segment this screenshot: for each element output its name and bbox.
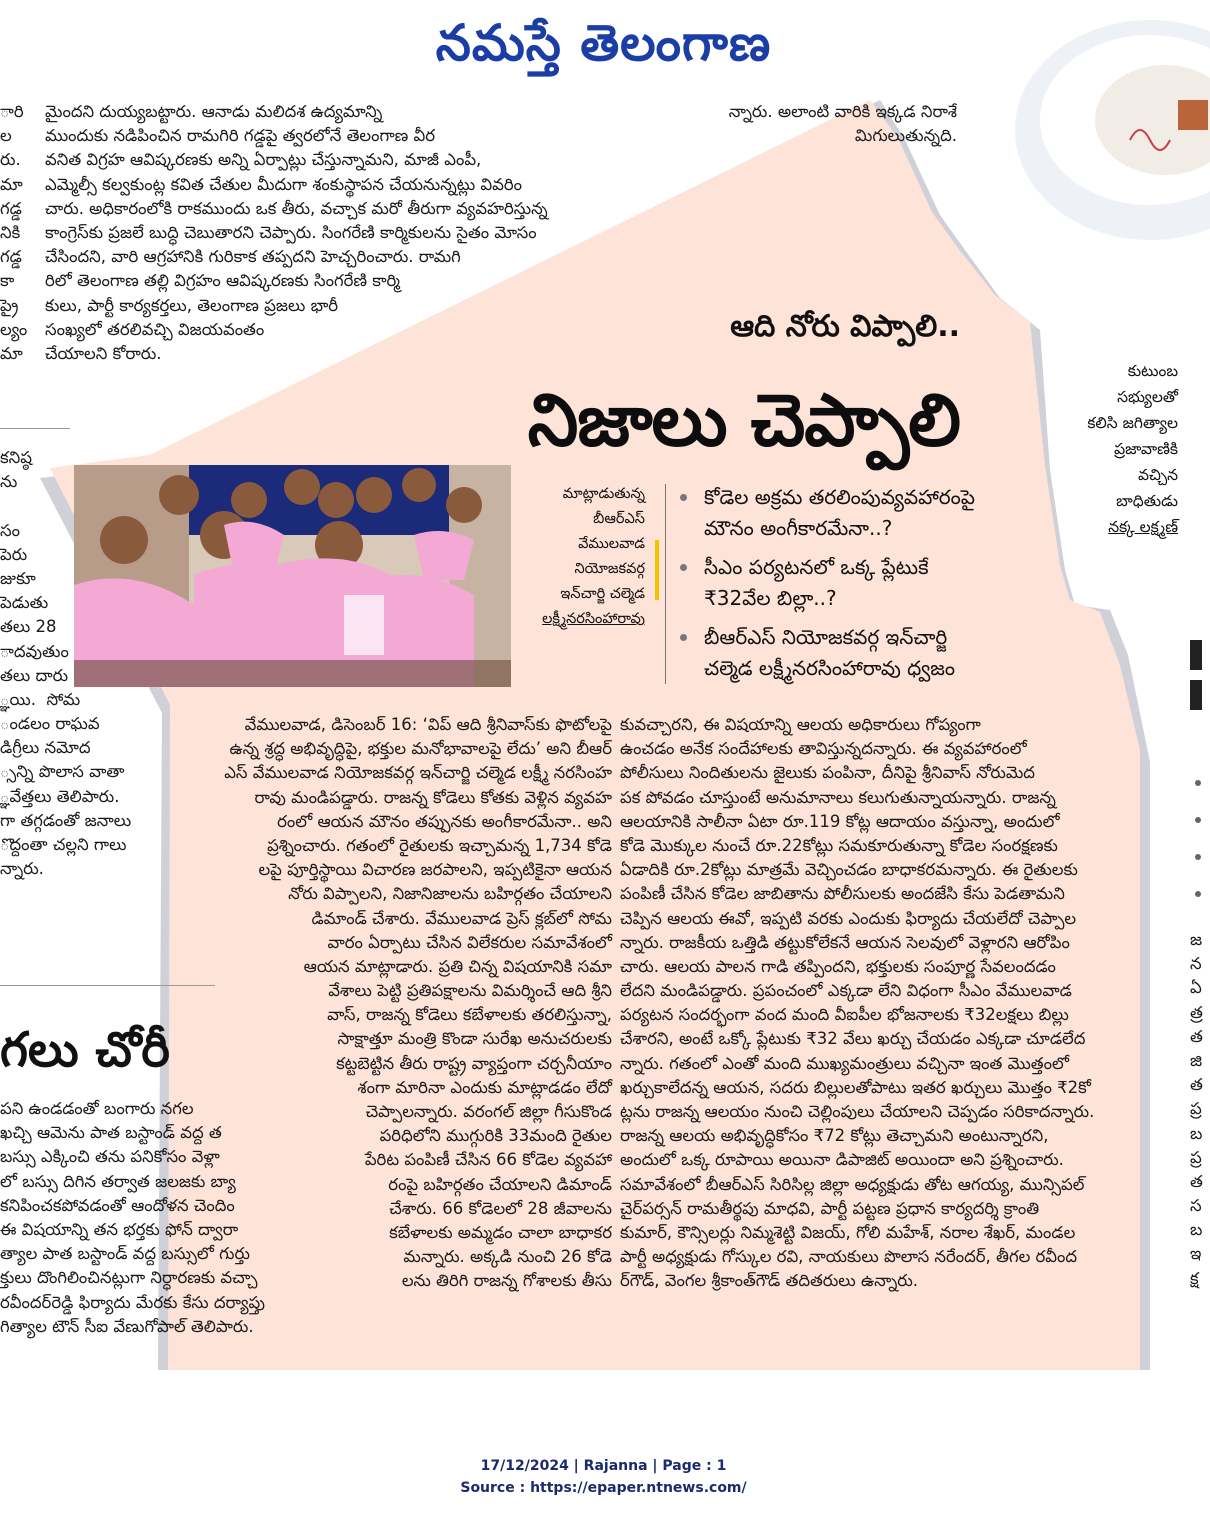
right-edge-bullets [1195,780,1207,928]
text-line: త [1190,1026,1203,1046]
text-line: ్ఞయి. సోమ [0,689,81,709]
text-line: కువచ్చారని, ఈ విషయాన్ని ఆలయ అధికారులు గోప్యంగా [620,715,981,734]
text-line: త్యాల పాత బస్టాండ్ వద్ద బస్సులో గుర్తు [0,1244,250,1264]
text-line: గా తగ్గడంతో జనాలు [0,810,132,830]
text-line: కబేళాలకు అమ్మడం చాలా బాధాకర [389,1222,612,1242]
text-line: వేశాలు పెట్టి ప్రతిపక్షాలను విమర్శించే ఆది శ్రీని [328,981,612,1001]
text-line: ఏ [1190,978,1202,998]
caption-line: వేములవాడ [578,536,645,552]
text-line: చెప్పిన ఆలయ ఈవో, ఇప్పటి వరకు ఎందుకు ఫిర్యాదు చేయలేదో చెప్పాల [620,908,1077,928]
text-line: డిమాండ్ చేశారు. వేములవాడ ప్రెస్ క్లబ్‌లో సోమ [311,908,612,928]
text-line: శంగా మారినా ఎందుకు మాట్లాడడం లేదో [357,1077,612,1097]
text-line: పార్టీ అధ్యక్షుడు గోస్కుల రవి, నాయకులు పొలాస నరేందర్, తీగల రవీంద [620,1247,1078,1267]
feature-bullets [676,482,1036,692]
text-line: క్ష [1190,1268,1199,1288]
text-line: డిగ్రీలు నమోద [0,738,91,758]
text-line: బ [1190,1220,1203,1240]
text-line: ను [0,472,18,492]
caption-line: కలిసి జగిత్యాల [1087,414,1178,432]
text-line: పెడుతు [0,593,49,613]
text-line: ొద్దంతా చల్లని గాలు [0,835,127,854]
photo-caption [515,482,645,632]
text-line: సంఖ్యలో తరలివచ్చి విజయవంతం [45,319,265,339]
caption-accent-bar [655,540,659,600]
caption-line: బీఆర్‌ఎస్ [593,511,645,527]
text-line: ముందుకు నడిపించిన రామగిరి గడ్డపై త్వరలోనే తెలంగాణ వీర [45,126,436,146]
text-line: ప్రై [0,295,19,315]
text-line: లో బస్సు దిగిన తర్వాత జలజకు బ్యా [0,1171,236,1191]
text-line: న్నారు. రాజకీయ ఒత్తిడి తట్టుకోలేకనే ఆయన సెలవులో వెళ్లారని ఆరోపిం [620,932,1070,952]
caption-line: ఇన్‌చార్జి చల్మెడ [560,586,645,602]
bullet-dot-icon [680,634,687,641]
text-line: ఖర్చుకాలేదన్న ఆయన, సదరు బిల్లులతోపాటు ఇతర ఖర్చులు మొత్తం ₹2కో [620,1077,1091,1097]
side-photo-caption [1078,358,1178,540]
text-line: పోలీసులు నిందితులను జైలుకు పంపినా, దీనిపై శ్రీనివాస్ నోరుమెద [620,763,1035,783]
caption-line: నియోజకవర్గ [574,561,645,577]
text-line: చేశారు. 66 కోడెలలో 28 జీవాలను [389,1198,612,1218]
text-line: చెప్పాలన్నారు. వరంగల్ జిల్లా గీసుకొండ [365,1102,612,1121]
caption-line: నక్క లక్ష్మణ్ [1108,518,1178,536]
feature-body-column-1 [160,713,612,1294]
text-line: పర్యటన సందర్భంగా వంద మంది వీఐపీల భోజనాలకు ₹32లక్షలు బిల్లు [620,1005,1069,1025]
text-line: చేయాలని కోరారు. [45,343,162,363]
bullet-line: సీఎం పర్యటనలో ఒక్క ప్లేటుకే [704,555,929,579]
text-line: కోడె మొక్కుల నుంచే రూ.22కోట్లు సమకూరుతున్నా కోడెల సంరక్షణకు [620,835,1058,855]
text-line: ల [0,126,12,146]
text-line: చేసిందని, వారి ఆగ్రహానికి గురికాక తప్పదని హెచ్చరించారు. రామగి [45,247,461,267]
text-line: త [1190,1171,1203,1191]
feature-headline[interactable]: నిజాలు చెప్పాలి [527,378,960,462]
text-line: కట్టబెట్టిన తీరు రాష్ట్ర వ్యాప్తంగా చర్చనీయాం [336,1053,612,1073]
text-line: ప్ర [1190,1147,1202,1167]
text-line: గిత్యాల టౌన్ సీఐ వేణుగోపాల్ తెలిపారు. [0,1316,254,1336]
text-line: నికి [0,222,21,242]
chori-headline: గలు చోరీ [0,1022,170,1078]
text-line: కులు, పార్టీ కార్యకర్తలు, తెలంగాణ ప్రజలు భారీ [45,295,339,315]
text-line: న్నారు. [0,859,44,879]
text-line: గడ్డ [0,198,22,218]
text-line: జ [1190,930,1203,949]
text-line: ల్యం [0,319,28,339]
text-line: జి [1190,1050,1203,1070]
text-line: ండలం రాఘవ [0,714,100,734]
page-footer [0,1455,1207,1499]
bullet-dot-icon [680,494,687,501]
text-line [0,494,80,518]
text-line: పెరు [0,544,28,564]
text-line: ట్లను రాజన్న ఆలయం నుంచి చెల్లింపులు చేయాలని చెప్పడం సరికాదన్నారు. [620,1102,1095,1121]
text-line: స [1190,1196,1202,1216]
caption-line: కుటుంబ [1127,362,1178,380]
left-edge-column-middle [0,446,132,881]
text-line: మా [0,174,23,194]
column-divider [0,428,70,429]
left-edge-column-top [0,100,28,366]
right-edge-headline-fragment [1190,630,1207,720]
text-line: కుమార్, కౌన్సిలర్లు నిమ్మశెట్టి విజయ్, గోలి మహేశ్, నరాల శేఖర్, మండల [620,1222,1076,1242]
text-line: ఆలయానికి సాలీనా ఏటా రూ.119 కోట్ల ఆదాయం వస్తున్నా, అందులో [620,811,1060,831]
caption-line: ప్రజావాణికి [1114,440,1178,458]
text-line: సం [0,520,20,540]
text-line: పరిధిలోని ముగ్గురికి 33మంది రైతుల [379,1126,612,1146]
text-line: న [1190,954,1202,974]
text-line: ప్రశ్నించారు. గతంలో రైతులకు ఇచ్చామన్న 1,734 కోడె [267,835,612,855]
text-line: ఎమ్మెల్సీ కల్వకుంట్ల కవిత చేతుల మీదుగా శంకుస్థాపన చేయనున్నట్లు వివరిం [45,174,523,194]
text-line: ్ఞవేత్తలు తెలిపారు. [0,786,120,806]
text-line: రంలో ఆయన మౌనం తప్పునకు అంగీకారమేనా.. అని [277,811,612,831]
text-line: పని ఉండడంతో బంగారు నగల [0,1099,194,1118]
top-right-story-text [697,100,957,148]
text-line: కనిపించకపోవడంతో ఆందోళన చెందిం [0,1195,235,1215]
text-line: ారి [0,102,24,121]
text-line: నోరు విప్పాలని, నిజానిజాలను బహిర్గతం చేయాలని [288,884,612,904]
text-line: ఏడాదికి రూ.2కోట్లు మాత్రమే వెచ్చించడం బాధాకరమన్నారు. ఈ రైతులకు [620,860,1078,880]
text-line: న్నారు. అలాంటి వారికి ఇక్కడ నిరాశే [728,102,957,121]
text-line: ాదవుతుం [0,641,69,661]
text-line: ఆయన మాట్లాడారు. ప్రతి చిన్న విషయానికి సమా [303,956,612,976]
text-line: బస్సు ఎక్కించి తను పనికోసం వెళ్లా [0,1147,220,1167]
text-line: వారం ఏర్పాటు చేసిన విలేకరుల సమావేశంలో [327,932,612,952]
bullet-line: ₹32వేల బిల్లా..? [704,586,837,610]
text-line: రావు మండిపడ్డారు. రాజన్న కోడెలు కోతకు వెళ్లిన వ్యవహ [254,787,612,807]
text-line: కాంగ్రెస్‌కు ప్రజలే బుద్ధి చెబుతారని చెప్పారు. సింగరేణి కార్మికులను సైతం మోసం [45,222,537,242]
text-line: తలు 28 [0,617,57,637]
text-line: మా [0,343,23,363]
text-line: ఎస్ వేములవాడ నియోజకవర్గ ఇన్‌చార్జి చల్మెడ లక్ష్మీ నరసింహ [224,763,612,783]
text-line: బ [1190,1123,1203,1143]
feature-body-column-2 [620,713,1140,1294]
caption-line: మాట్లాడుతున్న [562,486,645,502]
bullet-line: కోడెల అక్రమ తరలింపువ్యవహారంపై [704,485,976,509]
text-line: పక పోవడం చూస్తుంటే అనుమానాలు కలుగుతున్నాయన్నారు. రాజన్న [620,787,1056,807]
text-line: లను తిరిగి రాజన్న గోశాలకు తీసు [401,1271,612,1291]
text-line: ప్ర [1190,1099,1202,1119]
plate-photo [1010,100,1210,220]
text-line: సాక్షాత్తూ మంత్రి కొండా సురేఖ అనుచరులకు [337,1029,612,1049]
text-line: ఖచ్చి ఆమెను పాత బస్టాండ్ వద్ద త [0,1123,222,1143]
text-line: పేరిట పంపిణీ చేసిన 66 కోడెల వ్యవహా [364,1150,612,1170]
text-line: వాస్, రాజన్న కోడెలు కబేళాలకు తరలిస్తున్నా, [327,1005,612,1025]
text-line: చారు. ఆలయ పాలన గాడి తప్పిందని, భక్తులకు సంపూర్ణ సేవలందడం [620,956,1056,976]
bullet-item [676,482,1036,544]
text-line: ఇ [1190,1244,1202,1264]
text-line: మైందని దుయ్యబట్టారు. ఆనాడు మలిదశ ఉద్యమాన్ని [45,102,383,121]
footer-source-link[interactable]: Source : https://epaper.ntnews.com/ [460,1480,747,1496]
text-line: పంపిణీ చేసిన కోడెల జాబితాను పోలీసులకు అందజేసి కేసు పెడతామని [620,884,1065,904]
caption-line: లక్ష్మీనరసింహారావు [542,611,645,627]
text-line: ్సన్ని పొలాస వాతా [0,762,125,782]
caption-rule [665,484,666,684]
text-line: ఈ విషయాన్ని తన భర్తకు ఫోన్ ద్వారా [0,1219,239,1239]
text-line: కా [0,271,15,291]
text-line: లపై పూర్తిస్థాయి విచారణ జరపాలని, ఇప్పటికైనా ఆయన [258,860,612,880]
caption-line: బాధితుడు [1116,492,1178,510]
footer-date-page: 17/12/2024 | Rajanna | Page : 1 [480,1458,727,1474]
text-line: సమావేశంలో బీఆర్‌ఎస్ సిరిసిల్ల జిల్లా అధ్యక్షుడు తోట ఆగయ్య, మున్సిపల్ [620,1174,1085,1194]
press-meet-photo [74,465,511,687]
text-line: రాజన్న ఆలయ అభివృద్ధికోసం ₹72 కోట్లు తెచ్చామని అంటున్నారని, [620,1126,1049,1146]
text-line: తలు దారు [0,665,69,685]
text-line: జుకూ [0,568,36,588]
text-line: చారు. అధికారంలోకి రాకముందు ఒక తీరు, వచ్చాక మరో తీరుగా వ్యవహరిస్తున్న [45,198,548,218]
bullet-line: బీఆర్‌ఎస్ నియోజకవర్గ ఇన్‌చార్జి [704,625,948,649]
left-story-text [45,100,625,366]
text-line: మిగులుతున్నది. [854,126,957,146]
bullet-item [676,552,1036,614]
text-line: త్ర [1190,1002,1203,1022]
text-line: కనిష్ఠ [0,448,32,467]
feature-kicker: ఆది నోరు విప్పాలి.. [730,309,960,344]
text-line: వేములవాడ, డిసెంబర్ 16: ‘విప్ ఆది శ్రీనివాస్‌కు ఫొటోలపై [244,715,612,734]
text-line: రు. [0,150,21,170]
text-line: వనిత విగ్రహ ఆవిష్కరణకు అన్ని ఏర్పాట్లు చేస్తున్నామని, మాజీ ఎంపీ, [45,150,482,170]
text-line: చైర్‌పర్సన్ రామతీర్థపు మాధవి, పార్టీ పట్టణ ప్రధాన కార్యదర్శి క్రాంతి [620,1198,1040,1218]
text-line: ర్‌గౌడ్, వెంగల శ్రీకాంత్‌గౌడ్ తదితరులు ఉన్నారు. [620,1271,919,1291]
text-line: త [1190,1075,1203,1095]
caption-line: వచ్చిన [1138,466,1178,484]
bullet-item [676,622,1036,684]
right-edge-column [1190,928,1207,1291]
text-line: న్నారు. గతంలో ఎంతో మంది ముఖ్యమంత్రులు వచ్చినా ఇంత మొత్తంలో [620,1053,1069,1073]
caption-line: సభ్యులతో [1117,388,1178,406]
text-line: ఉంచడం అనేక సందేహాలకు తావిస్తున్నదన్నారు. ఈ వ్యవహారంలో [620,739,1027,759]
text-line: రిలో తెలంగాణ తల్లి విగ్రహం ఆవిష్కరణకు సింగరేణి కార్మి [45,271,400,291]
bullet-line: చల్మెడ లక్ష్మీనరసింహారావు ధ్వజం [704,656,956,680]
text-line: మన్నారు. అక్కడి నుంచి 26 కోడె [403,1247,612,1267]
text-line: రవీందర్‌రెడ్డి ఫిర్యాదు మేరకు కేసు దర్యాప్తు [0,1292,266,1312]
bullet-dot-icon [680,564,687,571]
text-line: లేదని మండిపడ్డారు. ప్రపంచంలో ఎక్కడా లేని విధంగా సీఎం వేములవాడ [620,981,1072,1001]
bullet-line: మౌనం అంగీకారమేనా..? [704,516,893,540]
text-line: ఉన్న శ్రద్ధ అభివృద్ధిపై, భక్తుల మనోభావాలపై లేదు’ అని బీఆర్ [229,739,612,759]
text-line: చేశారని, అంటే ఒక్కో ప్లేటుకు ₹32 వేలు ఖర్చు చేయడం ఎక్కడా చూడలేద [620,1029,1086,1049]
text-line: గడ్డ [0,247,22,267]
text-line: రంపై బహిర్గతం చేయాలని డిమాండ్ [388,1174,612,1194]
masthead-title[interactable]: నమస్తే తెలంగాణ [435,13,772,72]
text-line: క్తులు దొంగిలించినట్లుగా నిర్ధారణకు వచ్చా [0,1268,258,1288]
text-line: అందులో ఒక్క రూపాయి అయినా డిపాజిట్ అయిందా అని ప్రశ్నించారు. [620,1150,1064,1170]
